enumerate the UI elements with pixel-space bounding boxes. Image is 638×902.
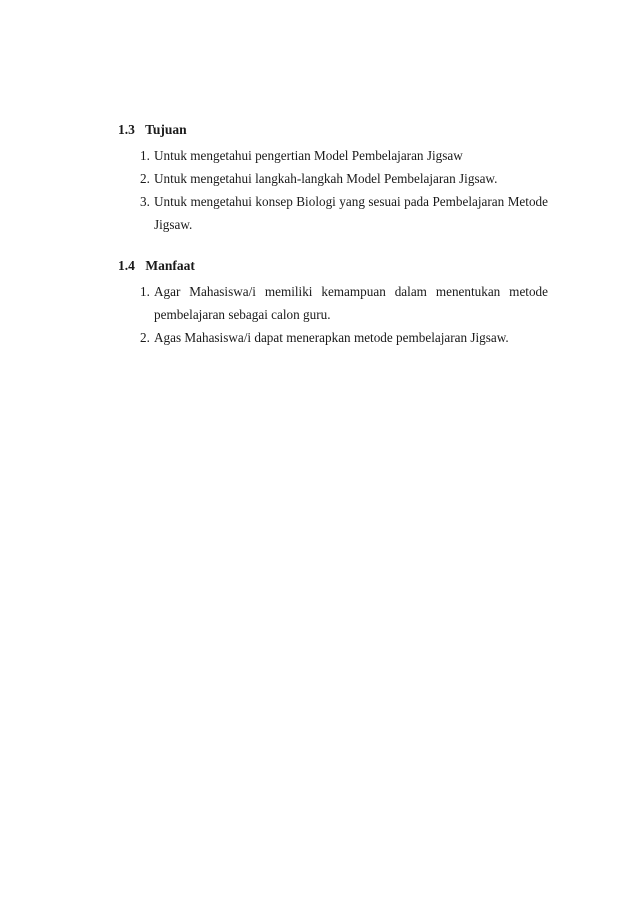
list-item [118,280,548,326]
list-item-text: Agas Mahasiswa/i dapat menerapkan metode pembelajaran Jigsaw. [154,330,509,345]
list-item-text-line-2: Jigsaw. [154,217,193,232]
list-marker: 3. [140,194,150,209]
list-marker: 2. [140,171,150,186]
list-marker: 2. [140,330,150,345]
list-item [118,326,548,349]
section-heading-tujuan [118,120,548,140]
list-item-text: Untuk mengetahui pengertian Model Pembelajaran Jigsaw [154,148,463,163]
list-item [118,144,548,167]
list-item-text-line-2: pembelajaran sebagai calon guru. [154,307,331,322]
section-manfaat [118,256,548,349]
list-item [118,190,548,236]
list-item-text-line-1: Untuk mengetahui konsep Biologi yang sesuai pada Pembelajaran Metode [154,194,548,209]
list-item-text: Untuk mengetahui langkah-langkah Model Pembelajaran Jigsaw. [154,171,498,186]
list-item [118,167,548,190]
section-title: Tujuan [145,122,187,137]
section-number: 1.3 [118,122,135,137]
section-heading-manfaat [118,256,548,276]
list-marker: 1. [140,148,150,163]
section-number: 1.4 [118,258,135,273]
list-item-text-line-1: Agar Mahasiswa/i memiliki kemampuan dalam menentukan metode [154,284,548,299]
section-tujuan [118,120,548,236]
list-marker: 1. [140,284,150,299]
tujuan-list [118,144,548,236]
manfaat-list [118,280,548,349]
section-title: Manfaat [145,258,195,273]
